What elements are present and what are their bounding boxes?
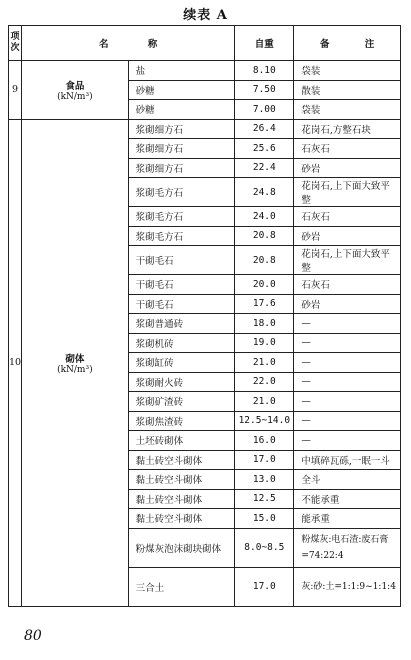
item-weight: 25.6 <box>235 139 294 159</box>
item-name: 浆砌矿渣砖 <box>128 392 235 412</box>
item-weight: 12.5~14.0 <box>235 411 294 431</box>
group-unit: (kN/m³) <box>57 91 93 102</box>
header-name: 名 称 <box>22 26 235 61</box>
item-weight: 13.0 <box>235 470 294 490</box>
item-name: 砂糖 <box>128 80 235 100</box>
item-weight: 26.4 <box>235 119 294 139</box>
item-weight: 15.0 <box>235 509 294 529</box>
item-name: 浆砌细方石 <box>128 139 235 159</box>
item-name: 浆砌毛方石 <box>128 207 235 227</box>
item-note: 花岗石,上下面大致平整 <box>294 178 401 207</box>
item-note: 花岗石,上下面大致平整 <box>294 246 401 275</box>
item-note: — <box>294 372 401 392</box>
item-note: — <box>294 353 401 373</box>
item-name: 黏土砖空斗砌体 <box>128 470 235 490</box>
group-cell <box>22 119 129 606</box>
item-weight: 12.5 <box>235 489 294 509</box>
group-number: 9 <box>9 61 22 120</box>
item-note: 砂岩 <box>294 158 401 178</box>
item-note: — <box>294 333 401 353</box>
item-note: 能承重 <box>294 509 401 529</box>
item-weight: 22.0 <box>235 372 294 392</box>
item-note: 袋装 <box>294 61 401 81</box>
item-name: 浆砌毛方石 <box>128 226 235 246</box>
item-weight: 8.10 <box>235 61 294 81</box>
item-note: 石灰石 <box>294 207 401 227</box>
item-name: 浆砌耐火砖 <box>128 372 235 392</box>
item-name: 干砌毛石 <box>128 294 235 314</box>
item-name: 黏土砖空斗砌体 <box>128 450 235 470</box>
table-row <box>9 61 401 81</box>
item-weight: 19.0 <box>235 333 294 353</box>
table-body <box>9 61 401 607</box>
item-note: — <box>294 431 401 451</box>
group-name: 砌体 <box>65 353 85 365</box>
item-name: 浆砌细方石 <box>128 158 235 178</box>
item-name: 盐 <box>128 61 235 81</box>
item-weight: 24.0 <box>235 207 294 227</box>
item-weight: 17.6 <box>235 294 294 314</box>
item-note: 散装 <box>294 80 401 100</box>
item-weight: 20.8 <box>235 246 294 275</box>
item-weight: 8.0~8.5 <box>235 528 294 567</box>
item-weight: 7.00 <box>235 100 294 120</box>
item-note: 砂岩 <box>294 294 401 314</box>
group-number: 10 <box>9 119 22 606</box>
group-name: 食品 <box>65 80 85 92</box>
header-weight: 自重 <box>235 26 294 61</box>
table-caption: 续表 A <box>183 8 228 23</box>
item-weight: 20.0 <box>235 275 294 295</box>
item-weight: 21.0 <box>235 392 294 412</box>
weights-table <box>8 25 401 607</box>
header-no: 项次 <box>9 26 22 61</box>
item-name: 浆砌细方石 <box>128 119 235 139</box>
item-weight: 17.0 <box>235 450 294 470</box>
group-cell <box>22 61 129 120</box>
item-note: 粉煤灰:电石渣:废石膏=74:22:4 <box>294 528 401 567</box>
table-header-row <box>9 26 401 61</box>
item-note: — <box>294 314 401 334</box>
page-number: 80 <box>24 628 42 644</box>
item-note: 石灰石 <box>294 139 401 159</box>
item-name: 浆砌普通砖 <box>128 314 235 334</box>
item-name: 浆砌焦渣砖 <box>128 411 235 431</box>
item-name: 土坯砖砌体 <box>128 431 235 451</box>
item-note: — <box>294 392 401 412</box>
item-name: 黏土砖空斗砌体 <box>128 509 235 529</box>
item-note: — <box>294 411 401 431</box>
header-note: 备 注 <box>294 26 401 61</box>
item-note: 灰:砂:土=1:1:9~1:1:4 <box>294 567 401 606</box>
item-name: 干砌毛石 <box>128 246 235 275</box>
item-name: 干砌毛石 <box>128 275 235 295</box>
item-name: 浆砌缸砖 <box>128 353 235 373</box>
item-weight: 20.8 <box>235 226 294 246</box>
item-name: 浆砌毛方石 <box>128 178 235 207</box>
table-row <box>9 119 401 139</box>
item-note: 不能承重 <box>294 489 401 509</box>
group-unit: (kN/m³) <box>57 364 93 375</box>
item-weight: 21.0 <box>235 353 294 373</box>
item-note: 中填碎瓦砾,一眠一斗 <box>294 450 401 470</box>
item-note: 砂岩 <box>294 226 401 246</box>
item-name: 浆砌机砖 <box>128 333 235 353</box>
item-weight: 22.4 <box>235 158 294 178</box>
item-name: 砂糖 <box>128 100 235 120</box>
item-name: 粉煤灰泡沫砌块砌体 <box>128 528 235 567</box>
item-weight: 7.50 <box>235 80 294 100</box>
item-weight: 16.0 <box>235 431 294 451</box>
item-note: 全斗 <box>294 470 401 490</box>
item-note: 袋装 <box>294 100 401 120</box>
item-name: 三合土 <box>128 567 235 606</box>
item-weight: 18.0 <box>235 314 294 334</box>
item-note: 花岗石,方整石块 <box>294 119 401 139</box>
item-weight: 17.0 <box>235 567 294 606</box>
item-weight: 24.8 <box>235 178 294 207</box>
item-name: 黏土砖空斗砌体 <box>128 489 235 509</box>
item-note: 石灰石 <box>294 275 401 295</box>
